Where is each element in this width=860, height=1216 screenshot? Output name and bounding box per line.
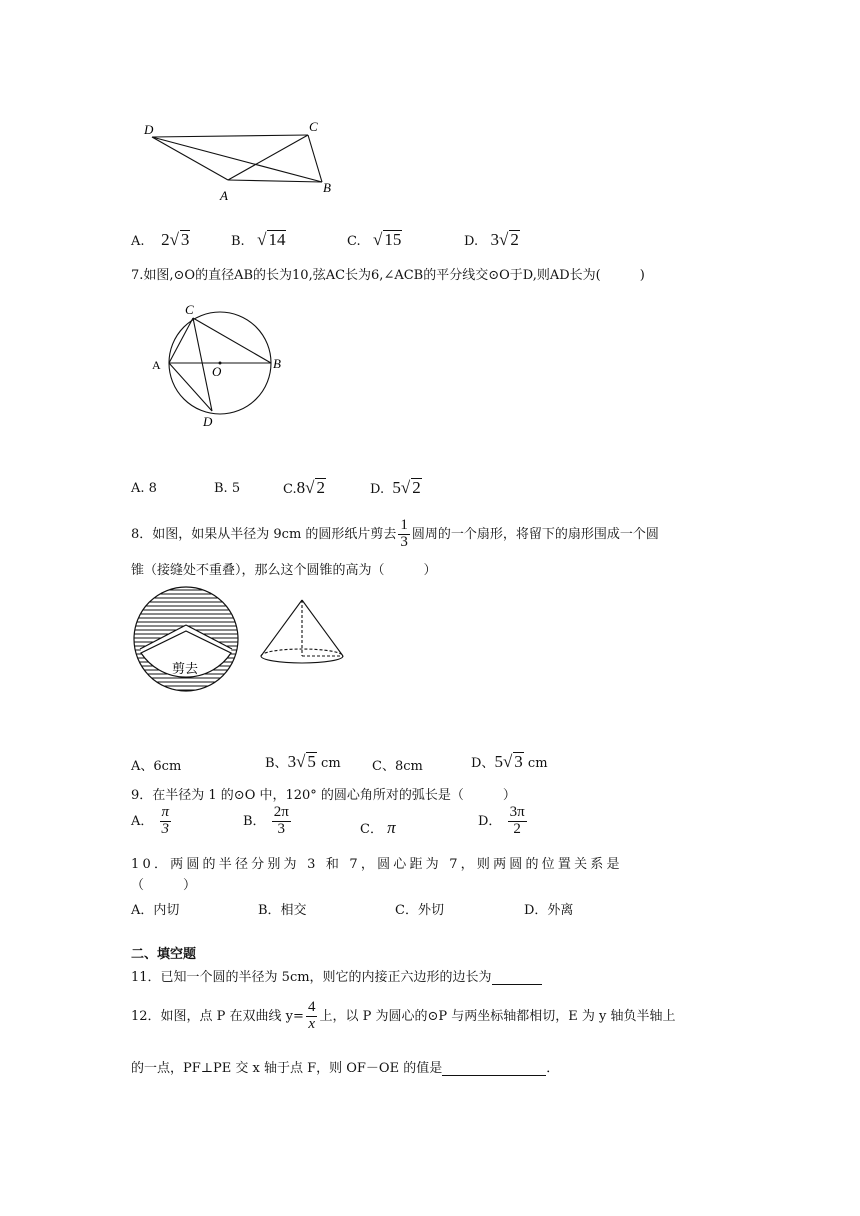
figure-q8-cone <box>258 598 348 668</box>
q8-option-c[interactable]: C、8cm <box>372 759 423 774</box>
q10-option-a[interactable]: A．内切 <box>131 903 180 918</box>
section-title: 二、填空题 <box>131 947 197 962</box>
label-D: D <box>203 414 213 429</box>
cut-label: 剪去 <box>172 661 199 676</box>
label-O: O <box>212 364 222 379</box>
q9-option-a[interactable]: A． $\frac{\pi}{3}$ <box>131 804 170 837</box>
q8-option-a[interactable]: A、6cm <box>131 759 182 774</box>
q8-stem-line2: 锥（接缝处不重叠），那么这个圆锥的高为（ ） <box>131 563 437 578</box>
label-B: B <box>323 180 331 195</box>
q11-stem: 11．已知一个圆的半径为 5cm，则它的内接正六边形的边长为 <box>131 966 542 985</box>
q12-stem-line2: 的一点，PF⊥PE 交 x 轴于点 F，则 OF－OE 的值是 ． <box>131 1061 560 1076</box>
q8-stem: 8．如图，如果从半径为 9cm 的圆形纸片剪去 $\frac{1}{3}$ 圆周的一个扇形，将留下的扇形围成一个圆 <box>131 517 659 550</box>
q10-option-c[interactable]: C．外切 <box>395 903 444 918</box>
label-C: C <box>309 119 318 134</box>
fraction-one-third: $\frac{1}{3}$ <box>400 517 408 550</box>
q7-stem: 7.如图,⊙O的直径AB的长为10,弦AC长为6,∠ACB的平分线交⊙O于D,则AD长为( ) <box>131 268 645 283</box>
q8-option-b[interactable]: B、3√ 5 cm <box>265 752 341 771</box>
answer-blank[interactable] <box>492 970 542 985</box>
label-D: D <box>144 122 154 137</box>
q12-stem: 12．如图，点 P 在双曲线 y= $\frac{4}{x}$ 上，以 P 为圆心的⊙P 与两坐标轴都相切，E 为 y 轴负半轴上 <box>131 999 676 1032</box>
q6-option-d[interactable]: D. 3√ 2 <box>464 230 519 249</box>
q10-option-b[interactable]: B．相交 <box>258 903 307 918</box>
q7-option-c[interactable]: C.8√ 2 <box>283 478 325 497</box>
q10-option-d[interactable]: D．外离 <box>524 903 574 918</box>
q10-stem: 10．两圆的半径分别为 3 和 7，圆心距为 7，则两圆的位置关系是 <box>131 857 623 872</box>
q8-option-d[interactable]: D、5√ 3 cm <box>471 752 548 771</box>
figure-q7 <box>148 298 298 433</box>
label-A: A <box>152 358 161 372</box>
q6-option-b[interactable]: B. √ 14 <box>231 230 286 249</box>
figure-q6 <box>140 115 350 210</box>
label-C: C <box>185 302 194 317</box>
label-B: B <box>273 356 281 371</box>
q7-option-b[interactable]: B. 5 <box>214 481 241 496</box>
q6-option-c[interactable]: C. √ 15 <box>347 230 402 249</box>
q7-option-d[interactable]: D. 5√ 2 <box>370 478 421 497</box>
answer-blank[interactable] <box>442 1061 546 1076</box>
q9-option-d[interactable]: D． $\frac{3\pi}{2}$ <box>478 804 525 837</box>
label-A: A <box>220 188 228 203</box>
q9-stem: 9．在半径为 1 的⊙O 中，120° 的圆心角所对的弧长是（ ） <box>131 788 516 803</box>
q9-option-c[interactable]: C． π <box>360 818 396 837</box>
q6-option-a[interactable]: A. 2√ 3 <box>131 230 190 249</box>
q10-stem-line2: （ ） <box>131 878 197 893</box>
q9-option-b[interactable]: B． $\frac{2\pi}{3}$ <box>243 804 289 837</box>
q7-option-a[interactable]: A. 8 <box>131 481 157 496</box>
figure-q8-circle <box>130 585 245 695</box>
